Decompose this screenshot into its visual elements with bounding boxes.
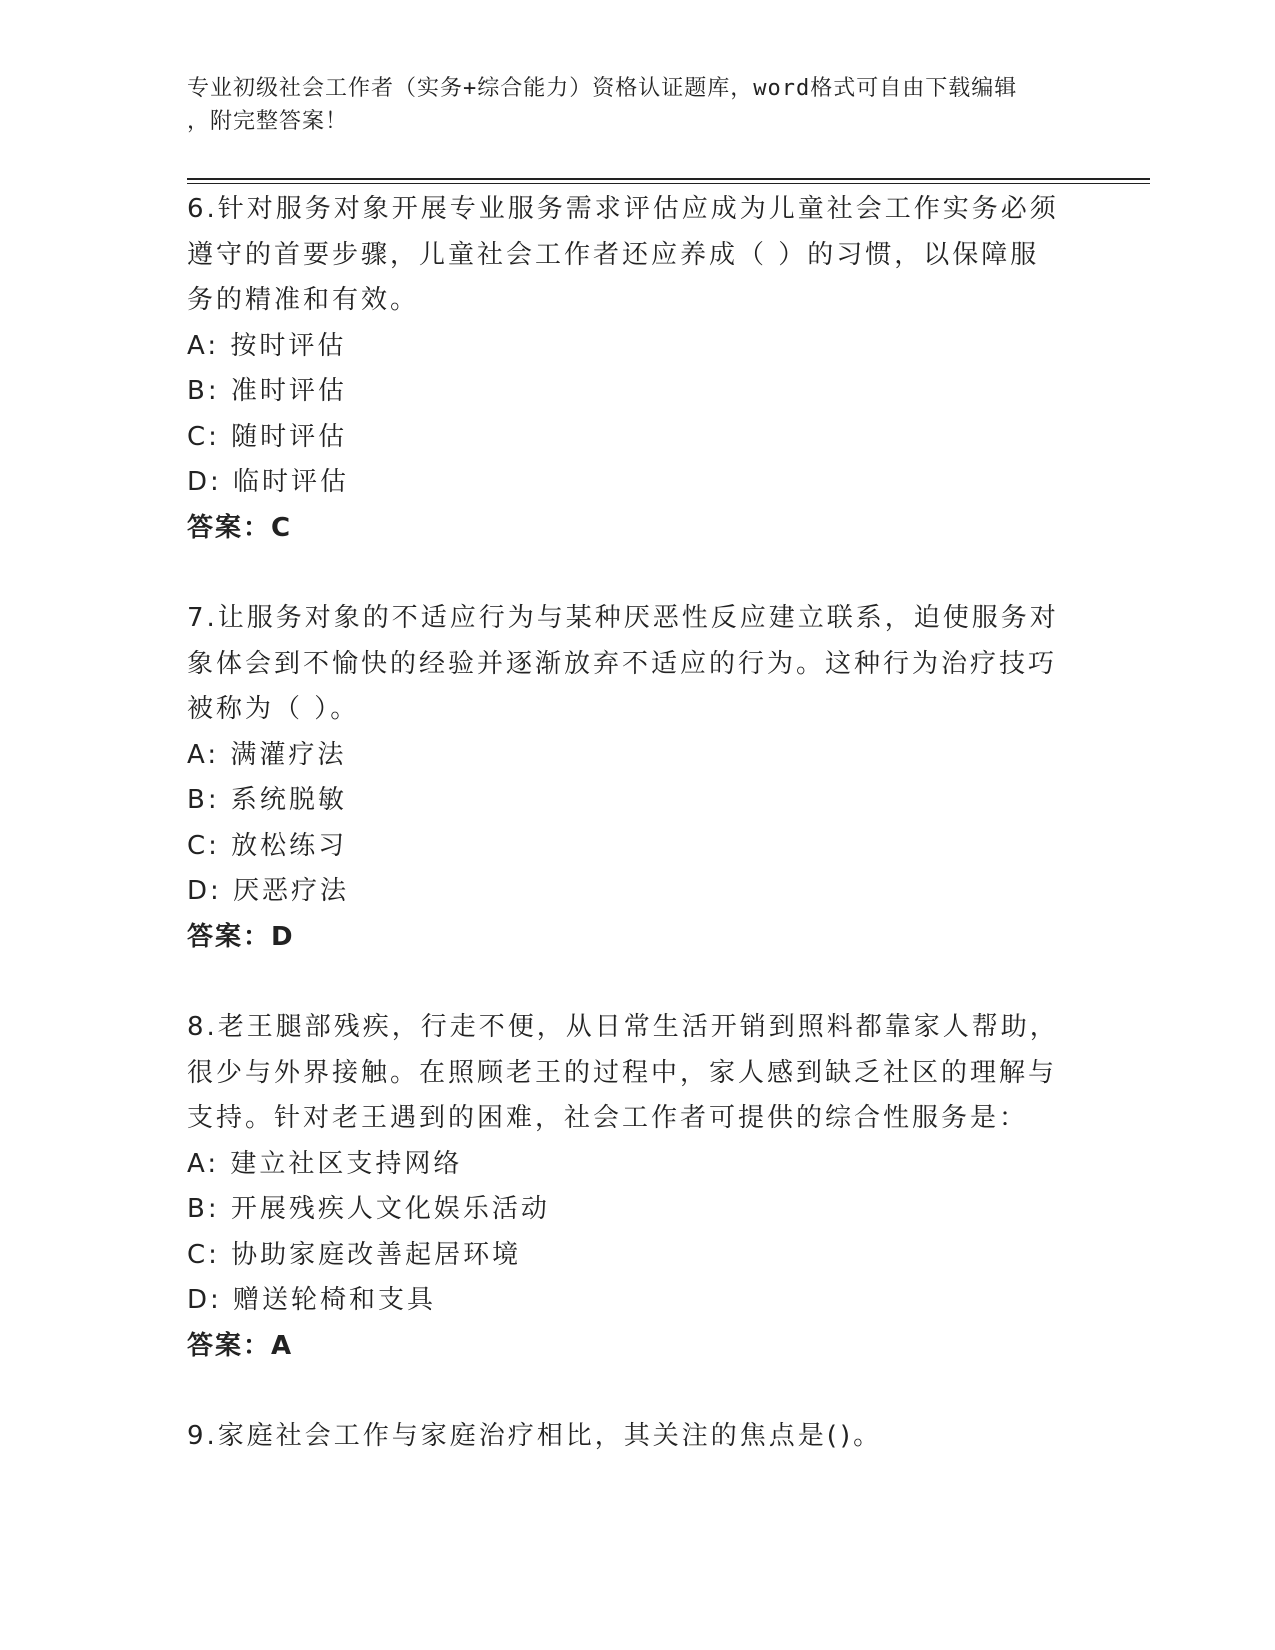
answer-label: 答案：C (187, 512, 293, 543)
option-a: A: 满灌疗法 (187, 739, 347, 770)
document-header (187, 72, 1087, 138)
question-stem: 7.让服务对象的不适应行为与某种厌恶性反应建立联系，迫使服务对象体会到不愉快的经验并逐渐放弃不适应的行为。这种行为治疗技巧被称为（ ）。 (187, 603, 1059, 724)
option-d: D: 赠送轮椅和支具 (187, 1285, 437, 1315)
option-c: C: 协助家庭改善起居环境 (187, 1239, 522, 1270)
option-d: D: 厌恶疗法 (187, 876, 350, 906)
header-line-2: ，附完整答案！ (187, 109, 349, 134)
option-a: A: 建立社区支持网络 (187, 1148, 463, 1179)
option-d: D: 临时评估 (187, 467, 350, 497)
header-line-1: 专业初级社会工作者（实务+综合能力）资格认证题库，word格式可自由下载编辑 (187, 76, 1018, 101)
question-9 (187, 1414, 1067, 1460)
option-c: C: 随时评估 (187, 421, 348, 452)
option-b: B: 系统脱敏 (187, 785, 347, 815)
question-stem: 8.老王腿部残疾，行走不便，从日常生活开销到照料都靠家人帮助，很少与外界接触。在照顾老王的过程中，家人感到缺乏社区的理解与支持。针对老王遇到的困难，社会工作者可提供的综合性服务是： (187, 1012, 1059, 1133)
question-8 (187, 1005, 1067, 1369)
option-b: B: 准时评估 (187, 376, 347, 406)
header-divider-thick (187, 178, 1150, 180)
question-6 (187, 187, 1067, 551)
option-b: B: 开展残疾人文化娱乐活动 (187, 1194, 550, 1224)
answer-label: 答案：D (187, 921, 295, 952)
question-stem: 9.家庭社会工作与家庭治疗相比，其关注的焦点是()。 (187, 1421, 883, 1451)
answer-label: 答案：A (187, 1330, 294, 1361)
option-a: A: 按时评估 (187, 330, 347, 361)
question-stem: 6.针对服务对象开展专业服务需求评估应成为儿童社会工作实务必须遵守的首要步骤，儿童社会工作者还应养成（ ）的习惯，以保障服务的精准和有效。 (187, 194, 1059, 315)
option-c: C: 放松练习 (187, 830, 348, 861)
header-divider-thin (187, 183, 1150, 184)
question-7 (187, 596, 1067, 960)
